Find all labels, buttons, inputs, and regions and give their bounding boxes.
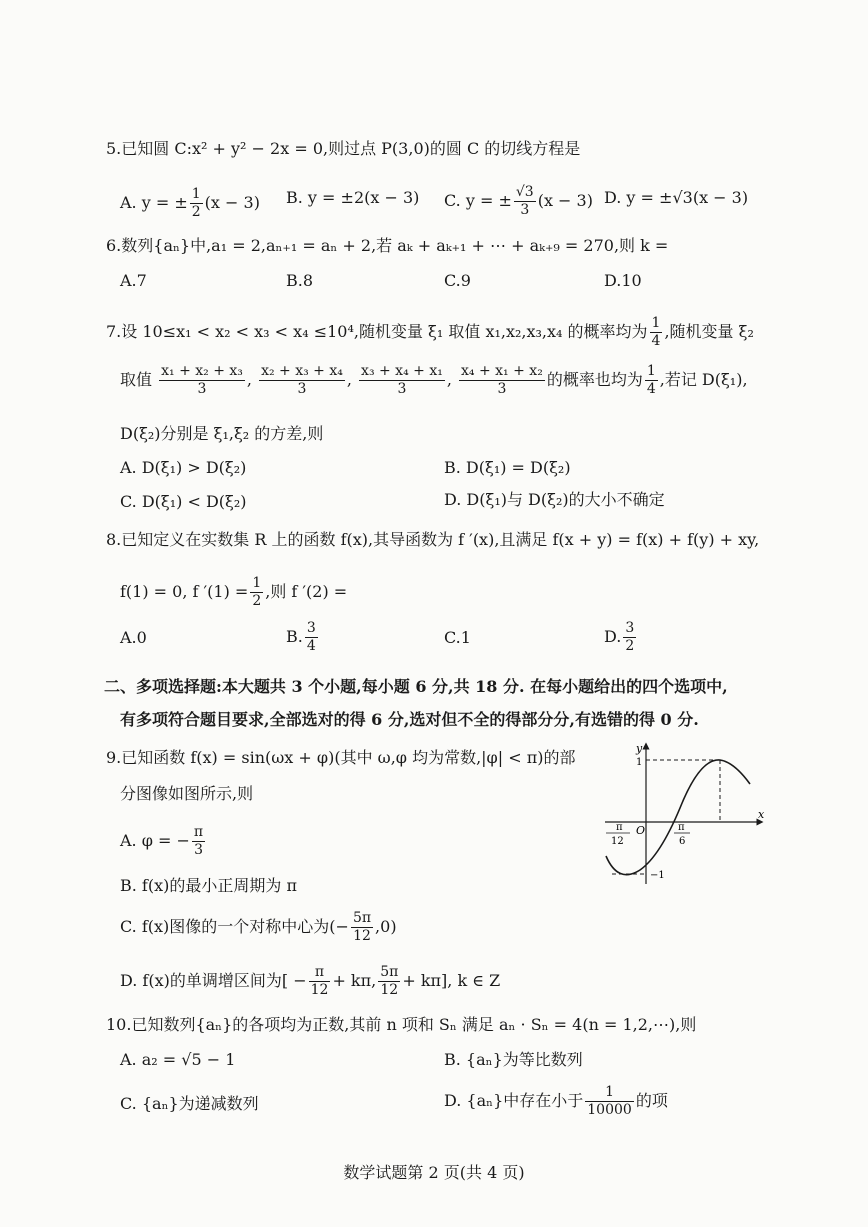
graph-sine-curve [606, 760, 750, 875]
q5-option-c: C. y = ± $\frac{√3}{3}$ (x − 3) [444, 184, 593, 218]
graph-pi6-num: π [678, 822, 685, 833]
q6-option-a: A.7 [120, 271, 147, 290]
graph-y-label: y [636, 742, 643, 755]
section2-heading: 二、多项选择题:本大题共 3 个小题,每小题 6 分,共 18 分. 在每小题给出的四个选项中, [104, 677, 728, 696]
q10-option-d: D. {aₙ}中存在小于 $\frac{1}{10000}$ 的项 [444, 1084, 668, 1118]
graph-neg-one-label: −1 [650, 870, 665, 881]
q5-stem: 5.已知圆 C:x² + y² − 2x = 0,则过点 P(3,0)的圆 C 的切线方程是 [106, 139, 581, 158]
q10-option-b: B. {aₙ}为等比数列 [444, 1050, 583, 1069]
q9-sine-graph [600, 738, 770, 888]
q8-option-d: D. $\frac{3}{2}$ [604, 620, 635, 654]
q6-option-c: C.9 [444, 271, 471, 290]
q7-stem: 7.设 10≤x₁ < x₂ < x₃ < x₄ ≤10⁴,随机变量 ξ₁ 取值 x₁,x₂,x₃,x₄ 的概率均为 $\frac{1}{4}$ ,随机变量 ξ₂ [106, 315, 754, 349]
q10-stem: 10.已知数列{aₙ}的各项均为正数,其前 n 项和 Sₙ 满足 aₙ · Sₙ = 4(n = 1,2,⋯),则 [106, 1015, 697, 1034]
q7-option-d: D. D(ξ₁)与 D(ξ₂)的大小不确定 [444, 490, 665, 509]
q9-option-b: B. f(x)的最小正周期为 π [120, 876, 297, 895]
q5-option-a: A. y = ± $\frac{1}{2}$ (x − 3) [120, 186, 260, 220]
q8-option-a: A.0 [120, 628, 147, 647]
section2-instructions: 有多项符合题目要求,全部选对的得 6 分,选对但不全的得部分分,有选错的得 0 分. [120, 710, 699, 729]
q8-option-b: B. $\frac{3}{4}$ [286, 620, 316, 654]
graph-one-label: 1 [636, 757, 643, 768]
q9-option-a: A. φ = − $\frac{\pi}{3}$ [120, 824, 204, 858]
q7-line2: 取值 $\frac{\text{x₁ + x₂ + x₃}}{3}$ , $\frac{\text{x₂ + x₃ + x₄}}{3}$ , $\frac{\text{x₃ + x₄ + x₁}}{3}$ , $\frac{\text{x₄ + x₁ + x₂}}{3}$ 的概率也均为 $\frac{1}{4}$ ,若记 D(ξ₁), [120, 363, 748, 397]
q7-line3: D(ξ₂)分别是 ξ₁,ξ₂ 的方差,则 [120, 424, 324, 443]
q6-option-b: B.8 [286, 271, 314, 290]
graph-pi6-den: 6 [679, 836, 686, 847]
q9-stem: 9.已知函数 f(x) = sin(ωx + φ)(其中 ω,φ 均为常数,|φ| < π)的部 [106, 748, 576, 767]
q8-option-c: C.1 [444, 628, 471, 647]
q10-option-a: A. a₂ = √5 − 1 [120, 1050, 236, 1069]
graph-origin-label: O [636, 824, 646, 837]
page-footer: 数学试题第 2 页(共 4 页) [343, 1163, 525, 1182]
q8-stem: 8.已知定义在实数集 R 上的函数 f(x),其导函数为 f ′(x),且满足 f(x + y) = f(x) + f(y) + xy, [106, 530, 760, 549]
graph-x-label: x [758, 808, 765, 821]
q5-option-b: B. y = ±2(x − 3) [286, 188, 420, 207]
q9-stem-cont: 分图像如图所示,则 [120, 784, 254, 803]
graph-neg-pi12-num: π [616, 822, 623, 833]
q7-option-a: A. D(ξ₁) > D(ξ₂) [120, 458, 247, 477]
q8-line2: f(1) = 0, f ′(1) = $\frac{1}{2}$ ,则 f ′(2) = [120, 575, 348, 609]
q9-option-c: C. f(x)图像的一个对称中心为(− $\frac{5\pi}{12}$ ,0) [120, 910, 397, 944]
q9-option-d: D. f(x)的单调增区间为[ − $\frac{\pi}{12}$ + kπ, $\frac{5\pi}{12}$ + kπ], k ∈ Z [120, 964, 501, 998]
graph-neg-pi12-den: 12 [611, 836, 624, 847]
q6-stem: 6.数列{aₙ}中,a₁ = 2,aₙ₊₁ = aₙ + 2,若 aₖ + aₖ₊₁ + ⋯ + aₖ₊₉ = 270,则 k = [106, 236, 669, 255]
q6-option-d: D.10 [604, 271, 642, 290]
q7-option-c: C. D(ξ₁) < D(ξ₂) [120, 492, 247, 511]
q7-option-b: B. D(ξ₁) = D(ξ₂) [444, 458, 571, 477]
q10-option-c: C. {aₙ}为递减数列 [120, 1094, 259, 1113]
q5-option-d: D. y = ±√3(x − 3) [604, 188, 749, 207]
